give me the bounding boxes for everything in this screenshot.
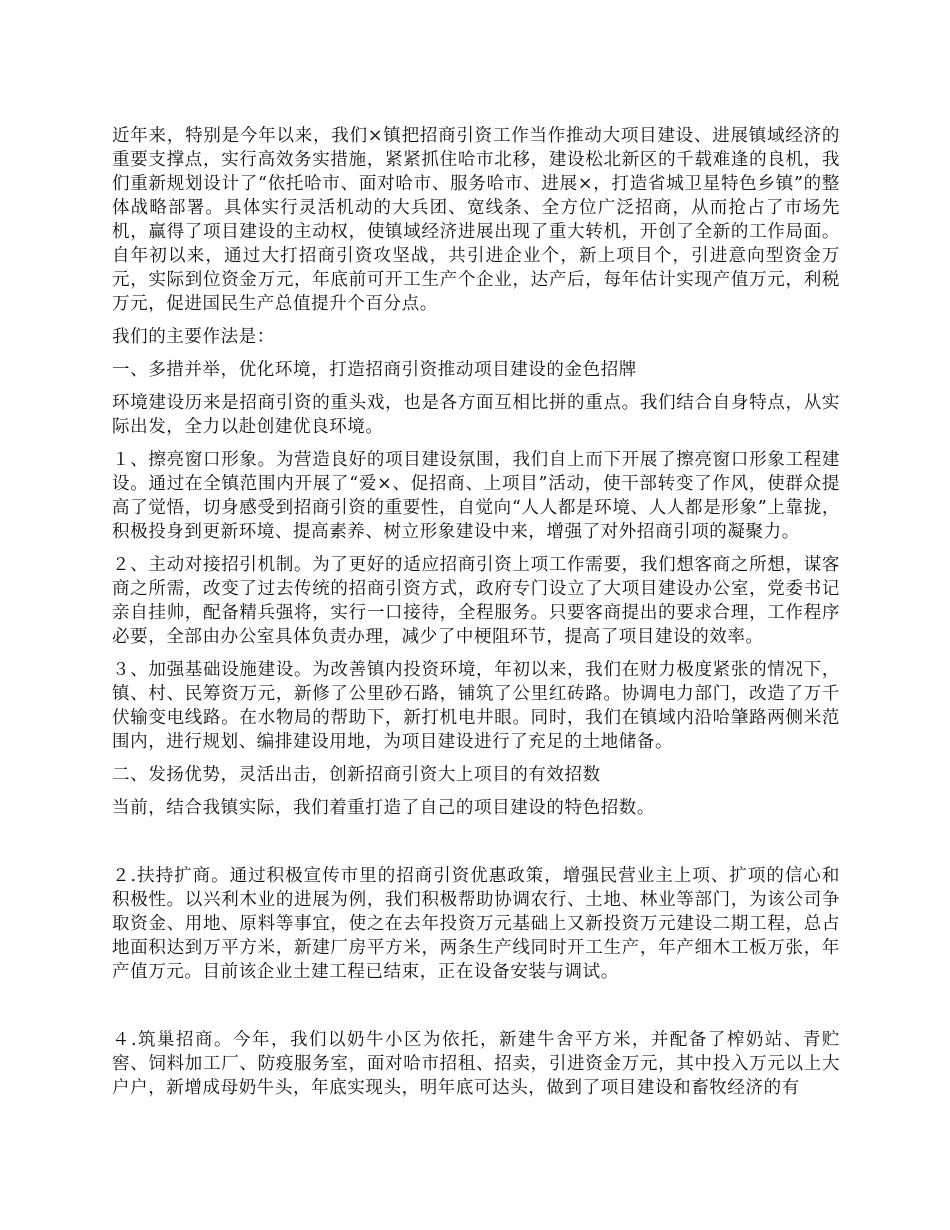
item-docking-mechanism: ２、主动对接招引机制。为了更好的适应招商引资上项工作需要，我们想客商之所想，谋客商之所需，改变了过去传统的招商引资方式，政府专门设立了大项目建设办公室，党委书记亲自挂帅，配备精兵强将，实行一口接待，全程服务。只要客商提出的要求合理，工作程序必要，全部由办公室具体负责办理，减少了中梗阻环节，提高了项目建设的效率。 — [112, 555, 840, 647]
item-nest-building: ４.筑巢招商。今年，我们以奶牛小区为依托，新建牛舍平方米，并配备了榨奶站、青贮窖、饲料加工厂、防疫服务室，面对哈市招租、招卖，引进资金万元，其中投入万元以上大户户，新增成母奶牛头，年底实现头，明年底可达头，做到了项目建设和畜牧经济的有 — [112, 1030, 840, 1098]
environment-paragraph: 环境建设历来是招商引资的重头戏，也是各方面互相比拼的重点。我们结合自身特点，从实际出发，全力以赴创建优良环境。 — [112, 393, 840, 437]
item-window-image: １、擦亮窗口形象。为营造良好的项目建设氛围，我们自上而下开展了擦亮窗口形象工程建设。通过在全镇范围内开展了“爱×、促招商、上项目”活动，使干部转变了作风，使群众提高了觉悟，切身感受到招商引资的重要性，自觉向“人人都是环境、人人都是形象”上靠拢，积极投身到更新环境、提高素养、树立形象建设中来，增强了对外招商引项的凝聚力。 — [112, 450, 840, 542]
document-body — [112, 124, 840, 1109]
blank-spacer — [112, 993, 840, 1028]
section-heading-two: 二、发扬优势，灵活出击，创新招商引资大上项目的有效招数 — [112, 765, 601, 785]
blank-spacer — [112, 829, 840, 864]
main-methods-lead: 我们的主要作法是： — [112, 327, 275, 347]
current-practice-paragraph: 当前，结合我镇实际，我们着重打造了自己的项目建设的特色招数。 — [112, 798, 655, 818]
item-support-expansion: ２.扶持扩商。通过积极宣传市里的招商引资优惠政策，增强民营业主上项、扩项的信心和积极性。以兴利木业的进展为例，我们积极帮助协调农行、土地、林业等部门，为该公司争取资金、用地、原料等事宜，使之在去年投资万元基础上又新投资万元建设二期工程，总占地面积达到万平方米，新建厂房平方米，两条生产线同时开工生产，年产细木工板万张，年产值万元。目前该企业土建工程已结束，正在设备安装与调试。 — [112, 866, 840, 982]
intro-paragraph: 近年来，特别是今年以来，我们×镇把招商引资工作当作推动大项目建设、进展镇域经济的重要支撑点，实行高效务实措施，紧紧抓住哈市北移，建设松北新区的千载难逢的良机，我们重新规划设计了“依托哈市、面对哈市、服务哈市、进展×，打造省城卫星特色乡镇”的整体战略部署。具体实行灵活机动的大兵团、宽线条、全方位广泛招商，从而抢占了市场先机，赢得了项目建设的主动权，使镇域经济进展出现了重大转机，开创了全新的工作局面。自年初以来，通过大打招商引资攻坚战，共引进企业个，新上项目个，引进意向型资金万元，实际到位资金万元，年底前可开工生产个企业，达产后，每年估计实现产值万元，利税万元，促进国民生产总值提升个百分点。 — [112, 126, 840, 314]
section-heading-one: 一、多措并举，优化环境，打造招商引资推动项目建设的金色招牌 — [112, 360, 637, 380]
item-infrastructure: ３、加强基础设施建设。为改善镇内投资环境，年初以来，我们在财力极度紧张的情况下，镇、村、民筹资万元，新修了公里砂石路，铺筑了公里红砖路。协调电力部门，改造了万千伏输变电线路。在水物局的帮助下，新打机电井眼。同时，我们在镇域内沿哈肇路两侧米范围内，进行规划、编排建设用地，为项目建设进行了充足的土地储备。 — [112, 660, 840, 752]
